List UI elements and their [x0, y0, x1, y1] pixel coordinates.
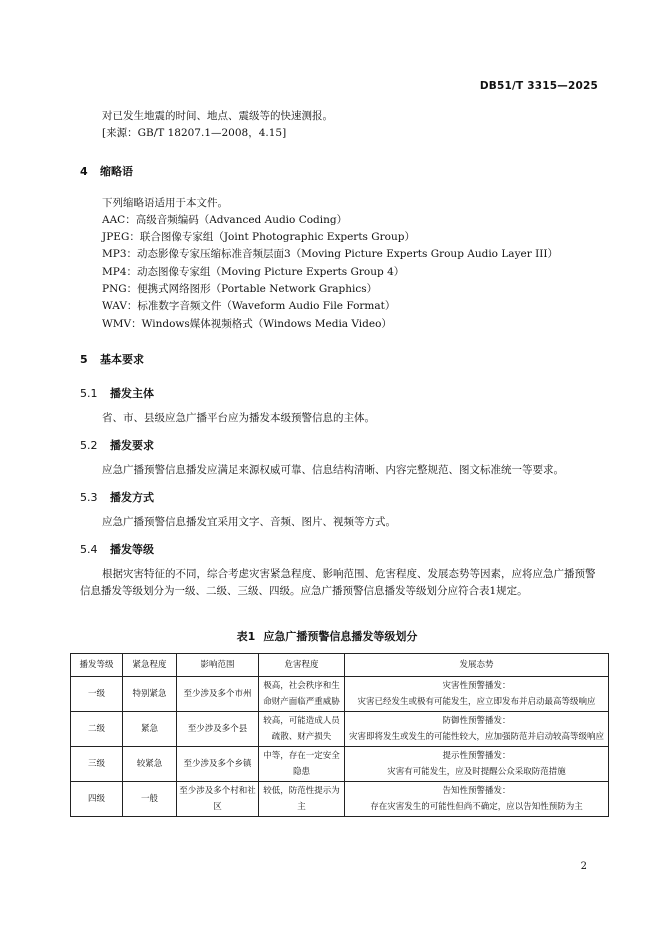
scope-cell: 至少涉及多个村和社区 [177, 782, 259, 817]
table-number: 表1 [236, 630, 256, 643]
table-row [71, 712, 609, 747]
trend-cell [345, 782, 609, 817]
table-row [71, 782, 609, 817]
urgency-cell: 特别紧急 [123, 677, 177, 712]
abbrev-item: AAC：高级音频编码（Advanced Audio Coding） [102, 214, 348, 226]
abbrev-item: JPEG：联合图像专家组（Joint Photographic Experts Group） [102, 231, 415, 243]
subsection-number: 5.1 [80, 387, 98, 400]
harm-cell: 中等，存在一定安全隐患 [259, 747, 345, 782]
urgency-cell: 较紧急 [123, 747, 177, 782]
subsection-text: 根据灾害特征的不同，综合考虑灾害紧急程度、影响范围、危害程度、发展态势等因素，应将应急广播预警信息播发等级划分为一级、二级、三级、四级。应急广播预警信息播发等级划分应符合表1规定。 [80, 568, 596, 597]
urgency-cell: 一般 [123, 782, 177, 817]
trend-text: 灾害即将发生或发生的可能性较大，应加强防范并启动较高等级响应 [348, 732, 604, 742]
subsection-5-2-heading [80, 437, 154, 453]
trend-title: 告知性预警播发： [442, 786, 511, 796]
document-code: DB51/T 3315—2025 [479, 80, 598, 92]
abbrev-item: MP4：动态图像专家组（Moving Picture Experts Group 4） [102, 266, 405, 278]
subsection-text: 应急广播预警信息播发宜采用文字、音频、图片、视频等方式。 [102, 516, 396, 528]
harm-cell: 较低，防范性提示为主 [259, 782, 345, 817]
trend-text: 灾害有可能发生，应及时提醒公众采取防范措施 [387, 767, 566, 777]
intro-line: 对已发生地震的时间、地点、震级等的快速测报。 [102, 110, 333, 122]
abbrev-item: PNG：便携式网络图形（Portable Network Graphics） [102, 283, 378, 295]
trend-text: 存在灾害发生的可能性但尚不确定，应以告知性预防为主 [370, 802, 583, 812]
subsection-5-4-heading [80, 541, 154, 557]
table-row [71, 677, 609, 712]
trend-title: 防御性预警播发： [442, 716, 511, 726]
trend-text: 灾害已经发生或极有可能发生，应立即发布并启动最高等级响应 [357, 697, 596, 707]
level-cell: 二级 [71, 712, 123, 747]
section-title: 缩略语 [100, 165, 133, 178]
column-header: 发展态势 [345, 654, 609, 677]
broadcast-level-table [70, 653, 609, 817]
trend-title: 提示性预警播发： [442, 751, 511, 761]
column-header: 播发等级 [71, 654, 123, 677]
scope-cell: 至少涉及多个市州 [177, 677, 259, 712]
trend-cell [345, 712, 609, 747]
column-header: 危害程度 [259, 654, 345, 677]
level-cell: 三级 [71, 747, 123, 782]
abbrev-item: MP3：动态影像专家压缩标准音频层面3（Moving Picture Experts Group Audio Layer III） [102, 248, 559, 260]
table-row [71, 747, 609, 782]
trend-cell [345, 677, 609, 712]
column-header: 影响范围 [177, 654, 259, 677]
abbrev-item: WMV：Windows媒体视频格式（Windows Media Video） [102, 318, 392, 330]
trend-title: 灾害性预警播发： [442, 681, 511, 691]
level-cell: 四级 [71, 782, 123, 817]
section-title: 基本要求 [100, 353, 144, 366]
section-5-heading [80, 351, 144, 367]
trend-cell [345, 747, 609, 782]
scope-cell: 至少涉及多个县 [177, 712, 259, 747]
subsection-title: 播发等级 [110, 543, 154, 556]
harm-cell: 极高，社会秩序和生命财产面临严重威胁 [259, 677, 345, 712]
subsection-5-1-heading [80, 385, 154, 401]
section-4-heading [80, 163, 133, 179]
scope-cell: 至少涉及多个乡镇 [177, 747, 259, 782]
subsection-5-3-heading [80, 489, 154, 505]
subsection-number: 5.2 [80, 439, 98, 452]
level-cell: 一级 [71, 677, 123, 712]
table-title: 应急广播预警信息播发等级划分 [263, 630, 418, 643]
column-header: 紧急程度 [123, 654, 177, 677]
harm-cell: 较高，可能造成人员疏散、财产损失 [259, 712, 345, 747]
abbrev-item: WAV：标准数字音频文件（Waveform Audio File Format） [102, 300, 396, 312]
subsection-number: 5.4 [80, 543, 98, 556]
abbrev-lead: 下列缩略语适用于本文件。 [102, 197, 228, 209]
page-number: 2 [580, 861, 587, 872]
subsection-title: 播发方式 [110, 491, 154, 504]
source-citation: [来源：GB/T 18207.1—2008，4.15] [102, 127, 287, 139]
subsection-text: 应急广播预警信息播发应满足来源权威可靠、信息结构清晰、内容完整规范、图文标准统一等要求。 [102, 464, 564, 476]
section-number: 4 [80, 165, 88, 178]
section-number: 5 [80, 353, 88, 366]
subsection-title: 播发要求 [110, 439, 154, 452]
table-caption [0, 628, 662, 644]
subsection-title: 播发主体 [110, 387, 154, 400]
urgency-cell: 紧急 [123, 712, 177, 747]
subsection-number: 5.3 [80, 491, 98, 504]
subsection-text: 省、市、县级应急广播平台应为播发本级预警信息的主体。 [102, 412, 375, 424]
table-header-row [71, 654, 609, 677]
